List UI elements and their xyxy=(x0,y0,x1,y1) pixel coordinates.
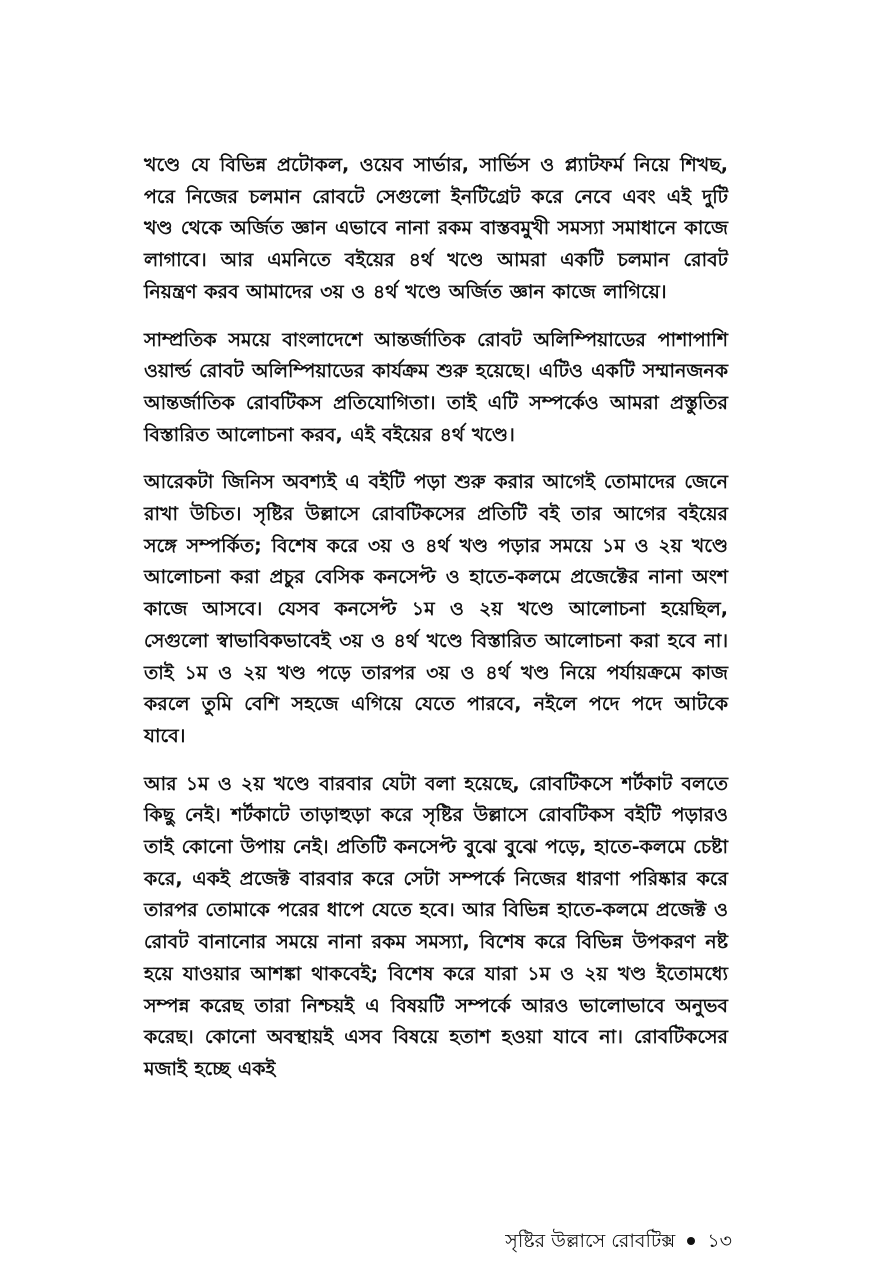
page-number: ১৩ xyxy=(707,1230,732,1252)
paragraph-3: আরেকটা জিনিস অবশ্যই এ বইটি পড়া শুরু করার আগেই তোমাদের জেনে রাখা উচিত। সৃষ্টির উল্লাসে রোবটিকসের প্রতিটি বই তার আগের বইয়ের সঙ্গে সম্পর্কিত; বিশেষ করে ৩য় ও ৪র্থ খণ্ড পড়ার সময়ে ১ম ও ২য় খণ্ডে আলোচনা করা প্রচুর বেসিক কনসেপ্ট ও হাতে-কলমে প্রজেক্টের নানা অংশ কাজে আসবে। যেসব কনসেপ্ট ১ম ও ২য় খণ্ডে আলোচনা হয়েছিল, সেগুলো স্বাভাবিকভাবেই ৩য় ও ৪র্থ খণ্ডে বিস্তারিত আলোচনা করা হবে না। তাই ১ম ও ২য় খণ্ড পড়ে তারপর ৩য় ও ৪র্থ খণ্ড নিয়ে পর্যায়ক্রমে কাজ করলে তুমি বেশি সহজে এগিয়ে যেতে পারবে, নইলে পদে পদে আটকে যাবে। xyxy=(144,471,728,747)
page-footer xyxy=(505,1226,732,1256)
paragraph-4: আর ১ম ও ২য় খণ্ডে বারবার যেটা বলা হয়েছে, রোবটিকসে শর্টকাট বলতে কিছু নেই। শর্টকাটে তাড়াহুড়া করে সৃষ্টির উল্লাসে রোবটিকস বইটি পড়ারও তাই কোনো উপায় নেই। প্রতিটি কনসেপ্ট বুঝে বুঝে পড়ে, হাতে-কলমে চেষ্টা করে, একই প্রজেক্ট বারবার করে সেটা সম্পর্কে নিজের ধারণা পরিষ্কার করে তারপর তোমাকে পরের ধাপে যেতে হবে। আর বিভিন্ন হাতে-কলমে প্রজেক্ট ও রোবট বানানোর সময়ে নানা রকম সমস্যা, বিশেষ করে বিভিন্ন উপকরণ নষ্ট হয়ে যাওয়ার আশঙ্কা থাকবেই; বিশেষ করে যারা ১ম ও ২য় খণ্ড ইতোমধ্যে সম্পন্ন করেছ তারা নিশ্চয়ই এ বিষয়টি সম্পর্কে আরও ভালোভাবে অনুভব করেছ। কোনো অবস্থায়ই এসব বিষয়ে হতাশ হওয়া যাবে না। রোবটিকসের মজাই হচ্ছে একই xyxy=(144,772,728,1080)
paragraph-1: খণ্ডে যে বিভিন্ন প্রটোকল, ওয়েব সার্ভার, সার্ভিস ও প্ল্যাটফর্ম নিয়ে শিখছ, পরে নিজের চলমান রোবটে সেগুলো ইনটিগ্রেট করে নেবে এবং এই দুটি খণ্ড থেকে অর্জিত জ্ঞান এভাবে নানা রকম বাস্তবমুখী সমস্যা সমাধানে কাজে লাগাবে। আর এমনিতে বইয়ের ৪র্থ খণ্ডে আমরা একটি চলমান রোবট নিয়ন্ত্রণ করব আমাদের ৩য় ও ৪র্থ খণ্ডে অর্জিত জ্ঞান কাজে লাগিয়ে। xyxy=(144,154,728,303)
body-text xyxy=(144,150,728,1102)
paragraph-2: সাম্প্রতিক সময়ে বাংলাদেশে আন্তর্জাতিক রোবট অলিম্পিয়াডের পাশাপাশি ওয়ার্ল্ড রোবট অলিম্পিয়াডের কার্যক্রম শুরু হয়েছে। এটিও একটি সম্মানজনক আন্তর্জাতিক রোবটিকস প্রতিযোগিতা। তাই এটি সম্পর্কেও আমরা প্রস্তুতির বিস্তারিত আলোচনা করব, এই বইয়ের ৪র্থ খণ্ডে। xyxy=(144,328,728,446)
footer-book-title: সৃষ্টির উল্লাসে রোবটিক্স xyxy=(505,1230,676,1252)
bullet-icon xyxy=(687,1237,695,1245)
